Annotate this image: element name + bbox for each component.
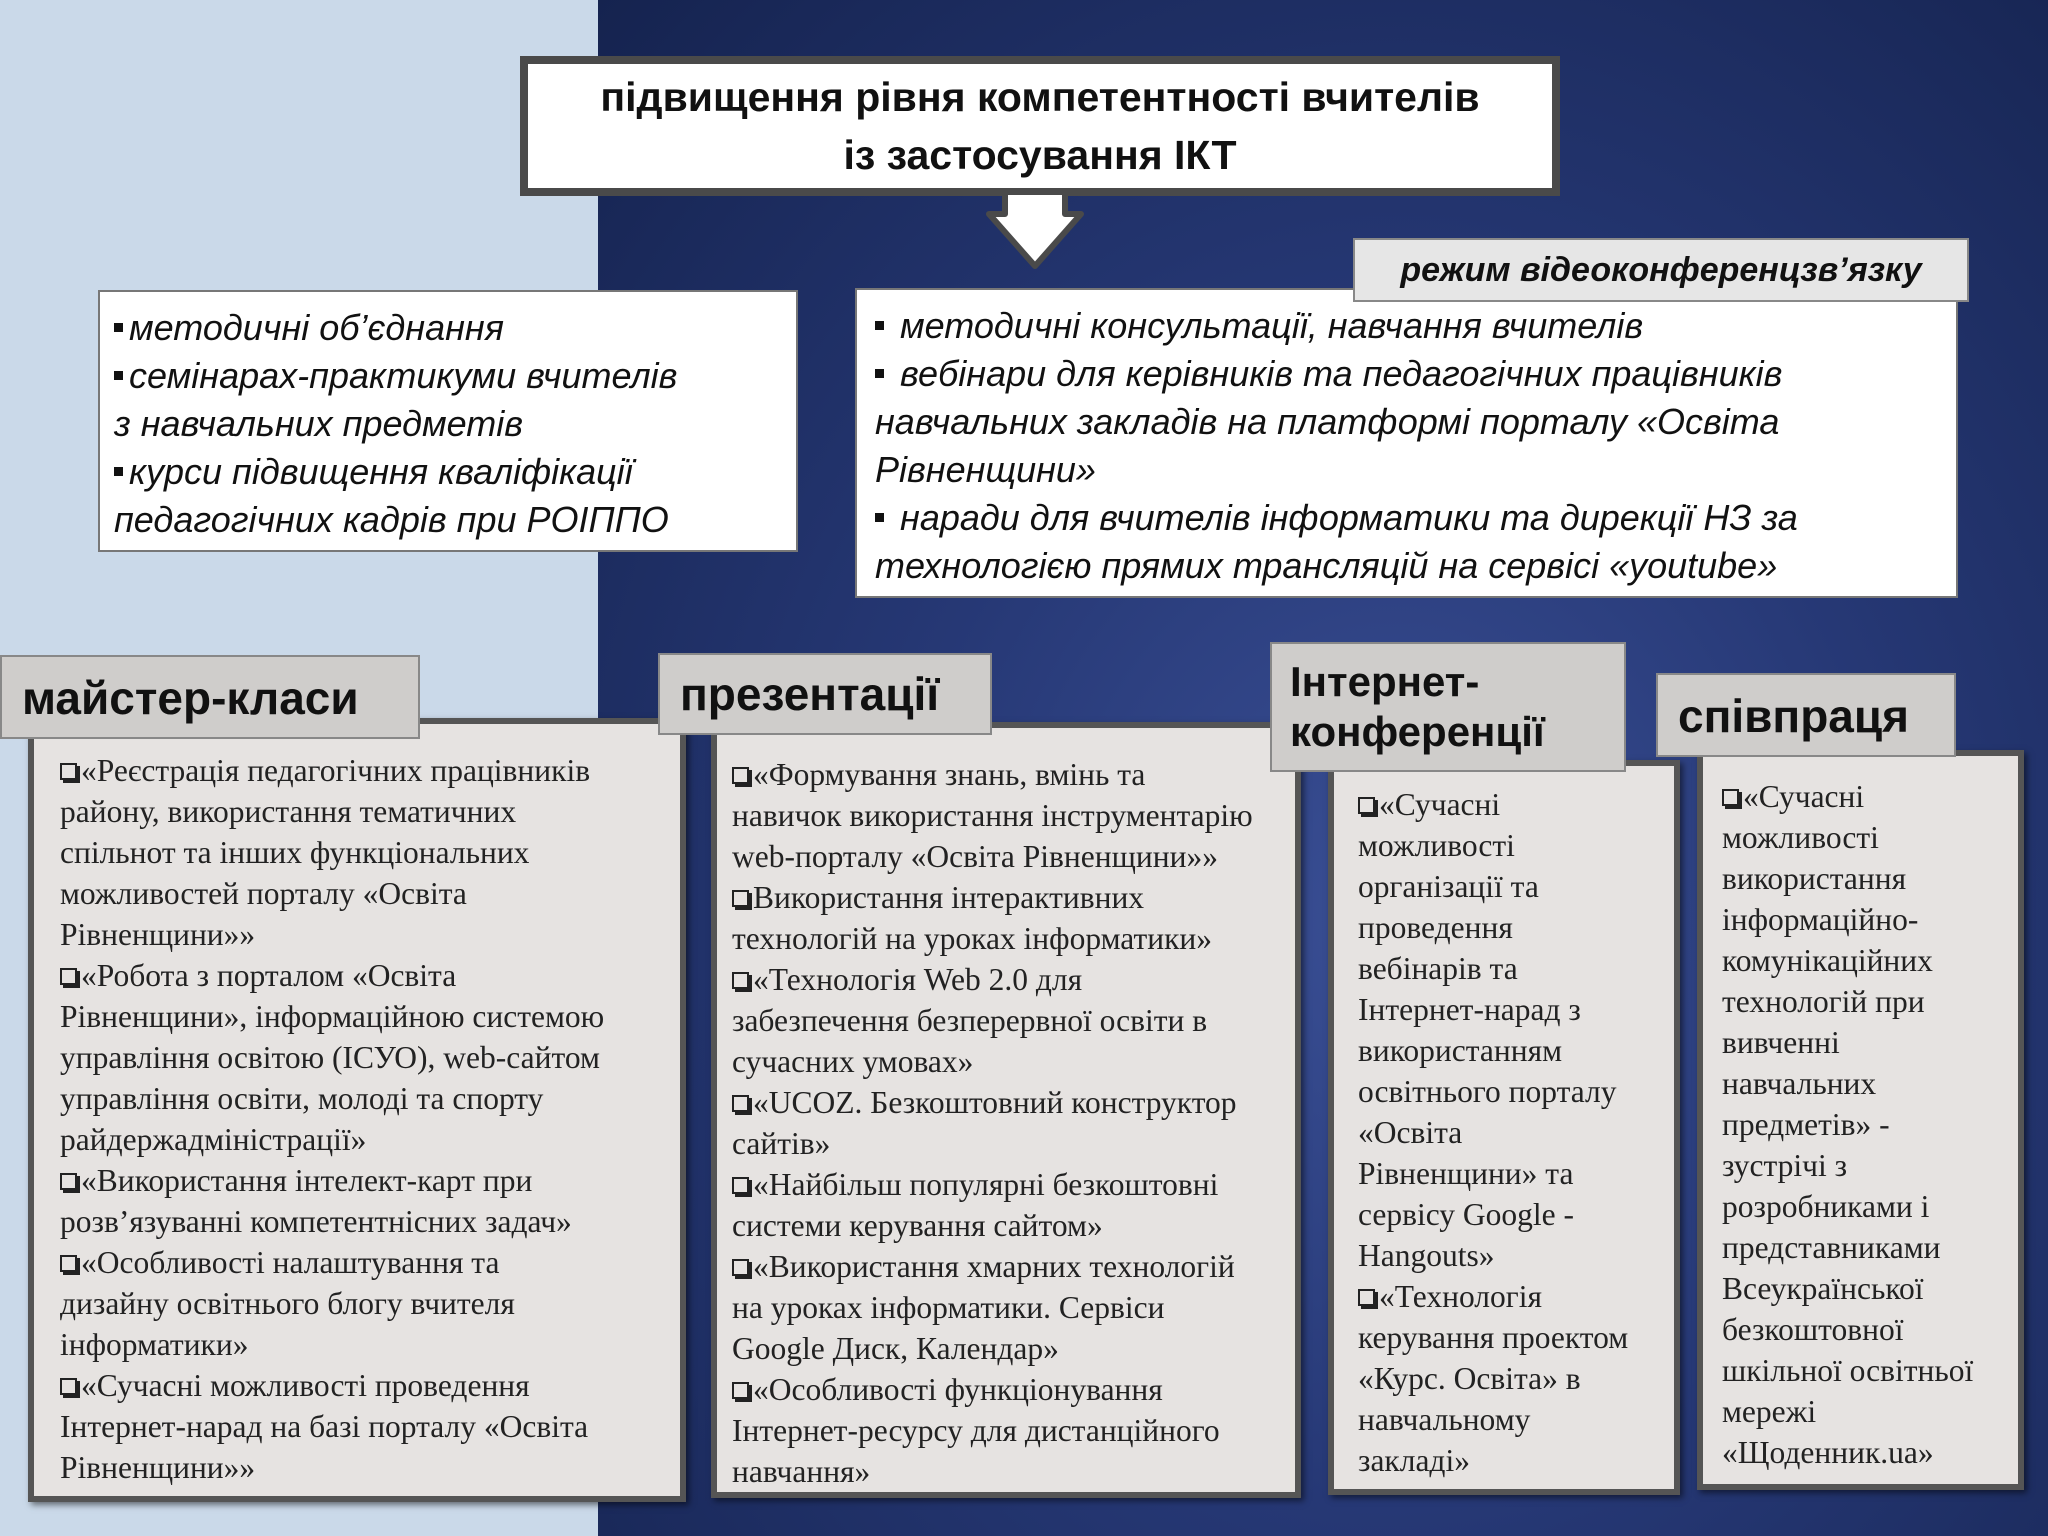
- list-item-text: представниками: [1722, 1230, 1941, 1265]
- list-item: [732, 1246, 1287, 1369]
- presentations-panel: [711, 722, 1301, 1498]
- list-item-line: [732, 754, 1287, 795]
- list-item: [1358, 1276, 1652, 1481]
- list-item-text: на уроках інформатики. Сервіси: [732, 1290, 1165, 1325]
- list-item-text: мережі: [1722, 1394, 1817, 1429]
- checkbox-bullet-icon: [1358, 797, 1375, 814]
- list-item-text: можливості: [1722, 820, 1879, 855]
- list-item: [60, 1365, 658, 1488]
- list-item-line: [1722, 1309, 1996, 1350]
- list-item-text: «Сучасні можливості проведення: [81, 1368, 530, 1403]
- list-item-text: сервісу Google -: [1358, 1197, 1575, 1232]
- list-item-line: [732, 1410, 1287, 1451]
- list-item-line: [1358, 784, 1652, 825]
- list-item-line: [1722, 858, 1996, 899]
- list-item-text: забезпечення безперервної освіти в: [732, 1003, 1208, 1038]
- tab-title-line: співпраця: [1678, 690, 1910, 742]
- list-item-text: Рівненщини» та: [1358, 1156, 1574, 1191]
- list-item-text: «Використання інтелект-карт при: [81, 1163, 533, 1198]
- list-item-line: [1722, 1227, 1996, 1268]
- list-item-text: вебінарів та: [1358, 951, 1518, 986]
- list-item-text: Інтернет-нарад на базі порталу «Освіта: [60, 1409, 589, 1444]
- list-item-text: комунікаційних: [1722, 943, 1933, 978]
- video-conference-text: вебінари для керівників та педагогічних працівників: [890, 353, 1783, 394]
- list-item-line: [60, 1201, 658, 1242]
- list-item-line: [732, 877, 1287, 918]
- list-item-text: навчання»: [732, 1454, 871, 1489]
- list-item-line: [732, 1041, 1287, 1082]
- master-classes-panel: [28, 718, 686, 1502]
- list-item-text: «Курс. Освіта» в: [1358, 1361, 1581, 1396]
- list-item-text: вивченні: [1722, 1025, 1840, 1060]
- presentations-items: [732, 754, 1287, 1492]
- list-item: [732, 1164, 1287, 1246]
- list-item-line: [1358, 1399, 1652, 1440]
- list-item-text: розробниками і: [1722, 1189, 1930, 1224]
- title-line-1: підвищення рівня компетентності вчителів: [600, 74, 1480, 120]
- list-item-line: [732, 1287, 1287, 1328]
- list-item-text: «Освіта: [1358, 1115, 1463, 1150]
- list-item-text: «Технологія Web 2.0 для: [753, 962, 1083, 997]
- list-item: [732, 754, 1287, 877]
- list-item-line: [732, 1123, 1287, 1164]
- tab-title-line: презентації: [680, 668, 940, 720]
- methodical-form-line: [114, 352, 782, 400]
- list-item-text: використання: [1722, 861, 1907, 896]
- video-conference-line: [875, 302, 1938, 350]
- tab-internet-conferences: [1270, 642, 1626, 772]
- list-item-text: управління освіти, молоді та спорту: [60, 1081, 544, 1116]
- video-conference-text: навчальних закладів на платформі порталу «Освіта: [875, 401, 1780, 442]
- list-item: [732, 1082, 1287, 1164]
- video-conference-list: [875, 302, 1938, 590]
- list-item-text: можливості: [1358, 828, 1515, 863]
- list-item-text: використанням: [1358, 1033, 1563, 1068]
- video-conference-box: [855, 288, 1958, 598]
- video-conference-line: [875, 542, 1938, 590]
- list-item-line: [60, 1406, 658, 1447]
- checkbox-bullet-icon: [60, 763, 77, 780]
- list-item-text: Інтернет-ресурсу для дистанційного: [732, 1413, 1220, 1448]
- list-item: [732, 959, 1287, 1082]
- list-item-text: Рівненщини»»: [60, 1450, 256, 1485]
- video-conference-text: технологією прямих трансляцій на сервісі «youtube»: [875, 545, 1778, 586]
- tab-title-line: майстер-класи: [22, 672, 359, 724]
- list-item-line: [1722, 1350, 1996, 1391]
- list-item-line: [60, 1037, 658, 1078]
- methodical-form-line: [114, 304, 782, 352]
- cooperation-panel: [1697, 750, 2024, 1490]
- list-item: [60, 1160, 658, 1242]
- list-item-line: [60, 750, 658, 791]
- square-bullet-icon: [875, 321, 884, 330]
- checkbox-bullet-icon: [732, 890, 749, 907]
- methodical-form-line: [114, 448, 782, 496]
- list-item-line: [60, 1242, 658, 1283]
- list-item-text: «Щоденник.ua»: [1722, 1435, 1934, 1470]
- list-item-line: [1358, 1440, 1652, 1481]
- internet-conferences-panel: [1328, 760, 1680, 1495]
- checkbox-bullet-icon: [732, 1259, 749, 1276]
- list-item-line: [1722, 1432, 1996, 1473]
- list-item-line: [732, 1082, 1287, 1123]
- list-item-line: [60, 1160, 658, 1201]
- tab-title-line: Інтернет-: [1290, 658, 1480, 705]
- square-bullet-icon: [114, 323, 123, 332]
- list-item-text: інформатики»: [60, 1327, 249, 1362]
- video-conference-tag: режим відеоконференцзв’язку: [1353, 238, 1969, 302]
- list-item-line: [1358, 1358, 1652, 1399]
- list-item-text: навчальному: [1358, 1402, 1531, 1437]
- methodical-form-text: педагогічних кадрів при РОІППО: [114, 499, 669, 540]
- list-item-line: [732, 1369, 1287, 1410]
- list-item-text: «Сучасні: [1743, 779, 1865, 814]
- list-item-line: [1722, 1104, 1996, 1145]
- list-item: [60, 750, 658, 955]
- list-item-line: [732, 1164, 1287, 1205]
- tab-master-classes: [0, 655, 420, 739]
- list-item-text: web-порталу «Освіта Рівненщини»»: [732, 839, 1218, 874]
- list-item-line: [732, 836, 1287, 877]
- list-item-line: [1358, 1194, 1652, 1235]
- tab-presentations: [658, 653, 992, 735]
- list-item-line: [732, 1205, 1287, 1246]
- list-item-line: [1722, 1268, 1996, 1309]
- methodical-form-line: [114, 496, 782, 544]
- checkbox-bullet-icon: [732, 767, 749, 784]
- list-item-text: предметів» -: [1722, 1107, 1890, 1142]
- list-item-text: навичок використання інструментарію: [732, 798, 1253, 833]
- methodical-form-text: семінарах-практикуми вчителів: [129, 355, 678, 396]
- list-item-line: [60, 1365, 658, 1406]
- list-item: [732, 877, 1287, 959]
- list-item-line: [732, 1246, 1287, 1287]
- list-item-text: Використання інтерактивних: [753, 880, 1145, 915]
- cooperation-items: [1722, 776, 1996, 1473]
- list-item-line: [60, 1119, 658, 1160]
- video-conference-text: Рівненщини»: [875, 449, 1096, 490]
- list-item-line: [60, 996, 658, 1037]
- list-item-line: [1722, 1063, 1996, 1104]
- list-item-line: [1722, 1391, 1996, 1432]
- checkbox-bullet-icon: [60, 968, 77, 985]
- list-item-line: [1358, 825, 1652, 866]
- list-item-text: можливостей порталу «Освіта: [60, 876, 467, 911]
- list-item-text: району, використання тематичних: [60, 794, 517, 829]
- list-item-line: [1358, 1153, 1652, 1194]
- list-item-line: [732, 1451, 1287, 1492]
- list-item-text: «Реєстрація педагогічних працівників: [81, 753, 591, 788]
- list-item-line: [1358, 1071, 1652, 1112]
- list-item-line: [60, 832, 658, 873]
- list-item-line: [732, 1328, 1287, 1369]
- checkbox-bullet-icon: [60, 1173, 77, 1190]
- list-item-text: Рівненщини», інформаційною системою: [60, 999, 605, 1034]
- list-item-line: [1358, 1030, 1652, 1071]
- list-item-text: сучасних умовах»: [732, 1044, 974, 1079]
- list-item-line: [1358, 948, 1652, 989]
- list-item-text: зустрічі з: [1722, 1148, 1848, 1183]
- video-conference-text: наради для вчителів інформатики та дирекції НЗ за: [890, 497, 1798, 538]
- master-classes-items: [60, 750, 658, 1488]
- list-item-text: «Особливості функціонування: [753, 1372, 1163, 1407]
- list-item-line: [732, 795, 1287, 836]
- list-item-line: [732, 959, 1287, 1000]
- video-conference-line: [875, 398, 1938, 446]
- list-item-line: [60, 1283, 658, 1324]
- video-conference-line: [875, 446, 1938, 494]
- list-item-line: [732, 1000, 1287, 1041]
- list-item-text: навчальних: [1722, 1066, 1877, 1101]
- square-bullet-icon: [875, 513, 884, 522]
- list-item-text: Рівненщини»»: [60, 917, 256, 952]
- down-arrow-icon: [985, 190, 1085, 270]
- list-item-text: «Використання хмарних технологій: [753, 1249, 1235, 1284]
- list-item-text: «Сучасні: [1379, 787, 1501, 822]
- checkbox-bullet-icon: [60, 1255, 77, 1272]
- checkbox-bullet-icon: [1358, 1289, 1375, 1306]
- list-item-line: [60, 791, 658, 832]
- list-item: [60, 955, 658, 1160]
- list-item-line: [1358, 1276, 1652, 1317]
- list-item-text: інформаційно-: [1722, 902, 1919, 937]
- list-item-text: закладі»: [1358, 1443, 1470, 1478]
- list-item-line: [1722, 940, 1996, 981]
- checkbox-bullet-icon: [1722, 789, 1739, 806]
- list-item: [60, 1242, 658, 1365]
- main-title-box: [520, 56, 1560, 196]
- list-item-text: розв’язуванні компетентнісних задач»: [60, 1204, 572, 1239]
- list-item-line: [1358, 1112, 1652, 1153]
- list-item-line: [60, 1447, 658, 1488]
- checkbox-bullet-icon: [60, 1378, 77, 1395]
- internet-conferences-items: [1358, 784, 1652, 1481]
- list-item-text: «Найбільш популярні безкоштовні: [753, 1167, 1219, 1202]
- square-bullet-icon: [875, 369, 884, 378]
- list-item-text: Інтернет-нарад з: [1358, 992, 1581, 1027]
- methodical-form-line: [114, 400, 782, 448]
- list-item-line: [1722, 899, 1996, 940]
- checkbox-bullet-icon: [732, 1095, 749, 1112]
- list-item-line: [1722, 981, 1996, 1022]
- list-item: [1358, 784, 1652, 1276]
- list-item-line: [60, 1324, 658, 1365]
- checkbox-bullet-icon: [732, 1382, 749, 1399]
- checkbox-bullet-icon: [732, 972, 749, 989]
- list-item-text: технологій на уроках інформатики»: [732, 921, 1213, 956]
- list-item-text: проведення: [1358, 910, 1513, 945]
- tab-cooperation: [1656, 673, 1956, 757]
- list-item-line: [1722, 1145, 1996, 1186]
- list-item-text: технологій при: [1722, 984, 1925, 1019]
- list-item-line: [1722, 1186, 1996, 1227]
- square-bullet-icon: [114, 467, 123, 476]
- methodical-form-text: курси підвищення кваліфікації: [129, 451, 633, 492]
- list-item-text: спільнот та інших функціональних: [60, 835, 530, 870]
- list-item-text: Hangouts»: [1358, 1238, 1495, 1273]
- list-item-text: організації та: [1358, 869, 1539, 904]
- list-item-line: [60, 955, 658, 996]
- list-item-text: «Технологія: [1379, 1279, 1542, 1314]
- list-item-line: [1358, 1235, 1652, 1276]
- list-item-line: [1358, 866, 1652, 907]
- list-item-text: освітнього порталу: [1358, 1074, 1617, 1109]
- methodical-forms-list: [114, 304, 782, 544]
- list-item-line: [1358, 1317, 1652, 1358]
- video-conference-line: [875, 350, 1938, 398]
- list-item-line: [1358, 989, 1652, 1030]
- list-item-line: [60, 873, 658, 914]
- list-item-text: «UCOZ. Безкоштовний конструктор: [753, 1085, 1237, 1120]
- list-item: [732, 1369, 1287, 1492]
- list-item-text: системи керування сайтом»: [732, 1208, 1103, 1243]
- list-item-text: «Робота з порталом «Освіта: [81, 958, 457, 993]
- video-conference-text: методичні консультації, навчання вчителів: [890, 305, 1644, 346]
- list-item-text: дизайну освітнього блогу вчителя: [60, 1286, 515, 1321]
- list-item-text: шкільної освітньої: [1722, 1353, 1974, 1388]
- list-item-text: Всеукраїнської: [1722, 1271, 1924, 1306]
- list-item-text: безкоштовної: [1722, 1312, 1904, 1347]
- methodical-forms-box: [98, 290, 798, 552]
- tab-title-line: конференції: [1290, 708, 1545, 755]
- list-item-line: [60, 1078, 658, 1119]
- methodical-form-text: з навчальних предметів: [114, 403, 524, 444]
- list-item-text: райдержадміністрації»: [60, 1122, 367, 1157]
- list-item-text: «Формування знань, вмінь та: [753, 757, 1146, 792]
- list-item-line: [1722, 1022, 1996, 1063]
- list-item-line: [1358, 907, 1652, 948]
- list-item-line: [1722, 776, 1996, 817]
- list-item-line: [732, 918, 1287, 959]
- methodical-form-text: методичні об’єднання: [129, 307, 504, 348]
- title-line-2: із застосування ІКТ: [843, 132, 1237, 178]
- list-item: [1722, 776, 1996, 1473]
- square-bullet-icon: [114, 371, 123, 380]
- checkbox-bullet-icon: [732, 1177, 749, 1194]
- list-item-text: управління освітою (ІСУО), web-сайтом: [60, 1040, 600, 1075]
- list-item-text: керування проектом: [1358, 1320, 1629, 1355]
- list-item-text: Google Диск, Календар»: [732, 1331, 1059, 1366]
- list-item-text: «Особливості налаштування та: [81, 1245, 500, 1280]
- list-item-text: сайтів»: [732, 1126, 831, 1161]
- list-item-line: [60, 914, 658, 955]
- video-conference-line: [875, 494, 1938, 542]
- list-item-line: [1722, 817, 1996, 858]
